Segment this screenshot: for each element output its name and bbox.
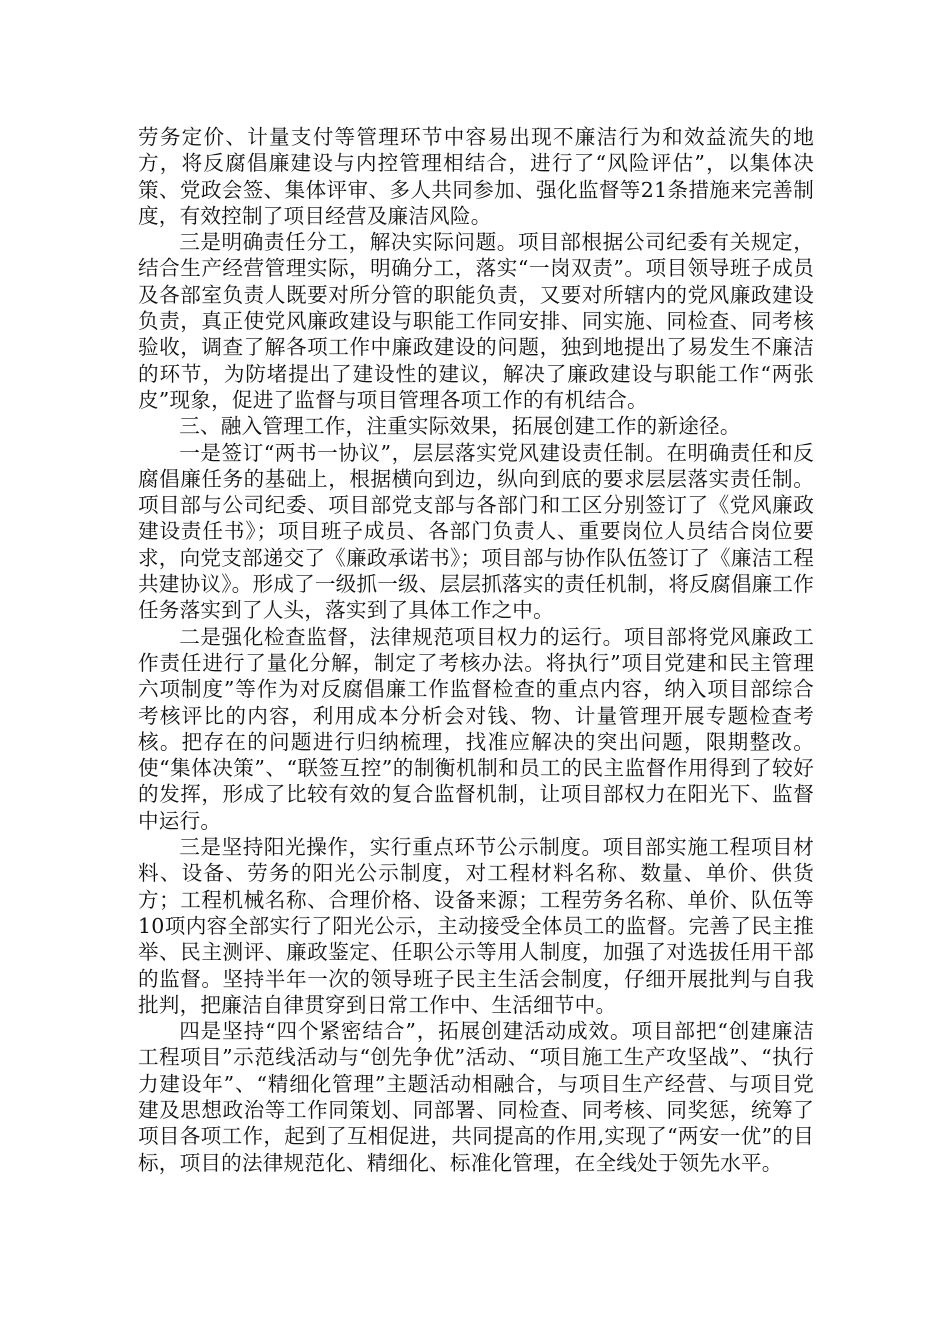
paragraph-1: 劳务定价、计量支付等管理环节中容易出现不廉洁行为和效益流失的地方，将反腐倡廉建设与内控管理相结合，进行了“风险评估”，以集体决策、党政会签、集体评审、多人共同参加、强化监督等21条措施来完善制度，有效控制了项目经营及廉洁风险。: [138, 125, 814, 228]
paragraph-5: 二是强化检查监督，法律规范项目权力的运行。项目部将党风廉政工作责任进行了量化分解，制定了考核办法。将执行”项目党建和民主管理六项制度”等作为对反腐倡廉工作监督检查的重点内容，纳入项目部综合考核评比的内容，利用成本分析会对钱、物、计量管理开展专题检查考核。把存在的问题进行归纳梳理，找准应解决的突出问题，限期整改。使“集体决策”、“联签互控”的制衡机制和员工的民主监督作用得到了较好的发挥，形成了比较有效的复合监督机制，让项目部权力在阳光下、监督中运行。: [138, 624, 814, 833]
document-body: [138, 124, 814, 1176]
paragraph-2: 三是明确责任分工，解决实际问题。项目部根据公司纪委有关规定，结合生产经营管理实际，明确分工，落实“一岗双责”。项目领导班子成员及各部室负责人既要对所分管的职能负责，又要对所辖内的党风廉政建设负责，真正使党风廉政建设与职能工作同安排、同实施、同检查、同考核验收，调查了解各项工作中廉政建设的问题，独到地提出了易发生不廉洁的环节，为防堵提出了建设性的建议，解决了廉政建设与职能工作“两张皮”现象，促进了监督与项目管理各项工作的有机结合。: [138, 230, 814, 412]
section-heading-3: 三、融入管理工作，注重实际效果，拓展创建工作的新途径。: [179, 414, 741, 439]
paragraph-7: 四是坚持“四个紧密结合”，拓展创建活动成效。项目部把“创建廉洁工程项目”示范线活动与“创先争优”活动、“项目施工生产攻坚战”、“执行力建设年”、“精细化管理”主题活动相融合，与项目生产经营、与项目党建及思想政治等工作同策划、同部署、同检查、同考核、同奖惩，统筹了项目各项工作，起到了互相促进，共同提高的作用,实现了“两安一优”的目标，项目的法律规范化、精细化、标准化管理，在全线处于领先水平。: [138, 1019, 814, 1175]
paragraph-4: 一是签订“两书一协议”，层层落实党风建设责任制。在明确责任和反腐倡廉任务的基础上，根据横向到边，纵向到底的要求层层落实责任制。项目部与公司纪委、项目部党支部与各部门和工区分别签订了《党风廉政建设责任书》；项目班子成员、各部门负责人、重要岗位人员结合岗位要求，向党支部递交了《廉政承诺书》；项目部与协作队伍签订了《廉洁工程共建协议》。形成了一级抓一级、层层抓落实的责任机制，将反腐倡廉工作任务落实到了人头，落实到了具体工作之中。: [138, 440, 814, 623]
paragraph-6: 三是坚持阳光操作，实行重点环节公示制度。项目部实施工程项目材料、设备、劳务的阳光公示制度，对工程材料名称、数量、单价、供货方；工程机械名称、合理价格、设备来源；工程劳务名称、单价、队伍等10项内容全部实行了阳光公示，主动接受全体员工的监督。完善了民主推举、民主测评、廉政鉴定、任职公示等用人制度，加强了对选拔任用干部的监督。坚持半年一次的领导班子民主生活会制度，仔细开展批判与自我批判，把廉洁自律贯穿到日常工作中、生活细节中。: [138, 835, 814, 1017]
